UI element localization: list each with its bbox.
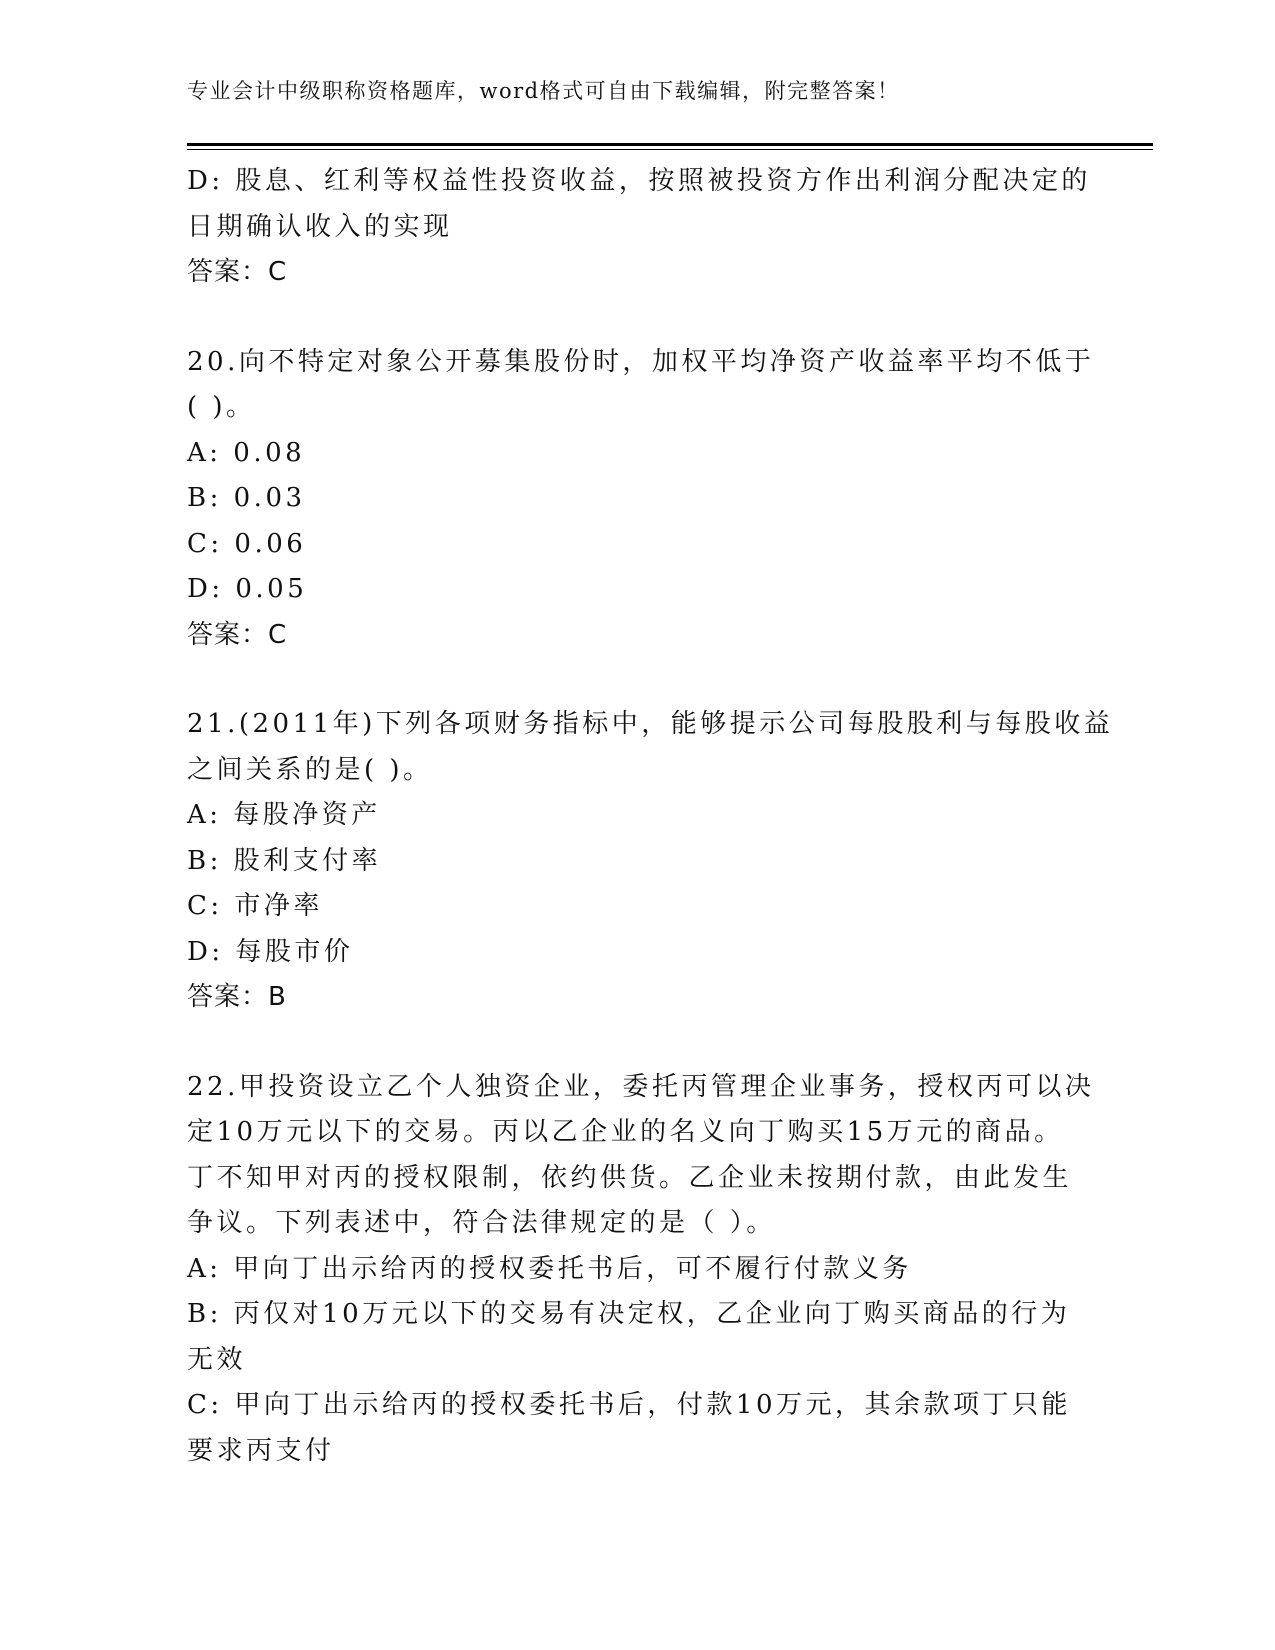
- q22-stem-line1: 22.甲投资设立乙个人独资企业，委托丙管理企业事务，授权丙可以决: [187, 1071, 1095, 1102]
- q19-option-d-line2: 日期确认收入的实现: [187, 211, 453, 242]
- header-rule-thin: [187, 149, 1153, 150]
- spacer: [187, 658, 1087, 702]
- spacer: [187, 296, 1087, 340]
- q21-option-c: C: 市净率: [187, 891, 323, 921]
- question-content: [187, 159, 1114, 1474]
- q22-option-b-line2: 无效: [187, 1344, 247, 1375]
- q21-answer: 答案：B: [187, 982, 287, 1012]
- q20-answer: 答案：C: [187, 619, 288, 650]
- q22-stem-line2: 定10万元以下的交易。丙以乙企业的名义向丁购买15万元的商品。: [187, 1117, 1064, 1147]
- q20-stem-line2: ( )。: [187, 392, 256, 422]
- q20-option-d: D: 0.05: [187, 574, 308, 604]
- q20-option-b: B: 0.03: [187, 483, 306, 513]
- q21-option-d: D: 每股市价: [187, 936, 354, 967]
- q19-answer: 答案：C: [187, 257, 288, 287]
- q20-stem-line1: 20.向不特定对象公开募集股份时，加权平均净资产收益率平均不低于: [187, 346, 1095, 377]
- q22-option-b-line1: B: 丙仅对10万元以下的交易有决定权，乙企业向丁购买商品的行为: [187, 1299, 1071, 1329]
- q20-option-c: C: 0.06: [187, 528, 307, 559]
- header-rule-thick: [187, 143, 1153, 146]
- q21-option-a: A: 每股净资产: [187, 800, 381, 830]
- q22-option-c-line1: C: 甲向丁出示给丙的授权委托书后，付款10万元，其余款项丁只能: [187, 1390, 1072, 1420]
- q21-stem-line1: 21.(2011年)下列各项财务指标中，能够提示公司每股股利与每股收益: [187, 709, 1114, 739]
- q21-option-b: B: 股利支付率: [187, 845, 382, 876]
- q22-stem-line4: 争议。下列表述中，符合法律规定的是（ ）。: [187, 1208, 776, 1238]
- q22-stem-line3: 丁不知甲对丙的授权限制，依约供货。乙企业未按期付款，由此发生: [187, 1162, 1073, 1193]
- page-header: 专业会计中级职称资格题库，word格式可自由下载编辑，附完整答案！: [187, 79, 900, 103]
- spacer: [187, 1021, 1087, 1065]
- q21-stem-line2: 之间关系的是( )。: [187, 754, 433, 785]
- q19-option-d-line1: D: 股息、红利等权益性投资收益，按照被投资方作出利润分配决定的: [187, 166, 1091, 196]
- q20-option-a: A: 0.08: [187, 437, 306, 468]
- q22-option-a: A: 甲向丁出示给丙的授权委托书后，可不履行付款义务: [187, 1253, 912, 1284]
- q22-option-c-line2: 要求丙支付: [187, 1435, 335, 1466]
